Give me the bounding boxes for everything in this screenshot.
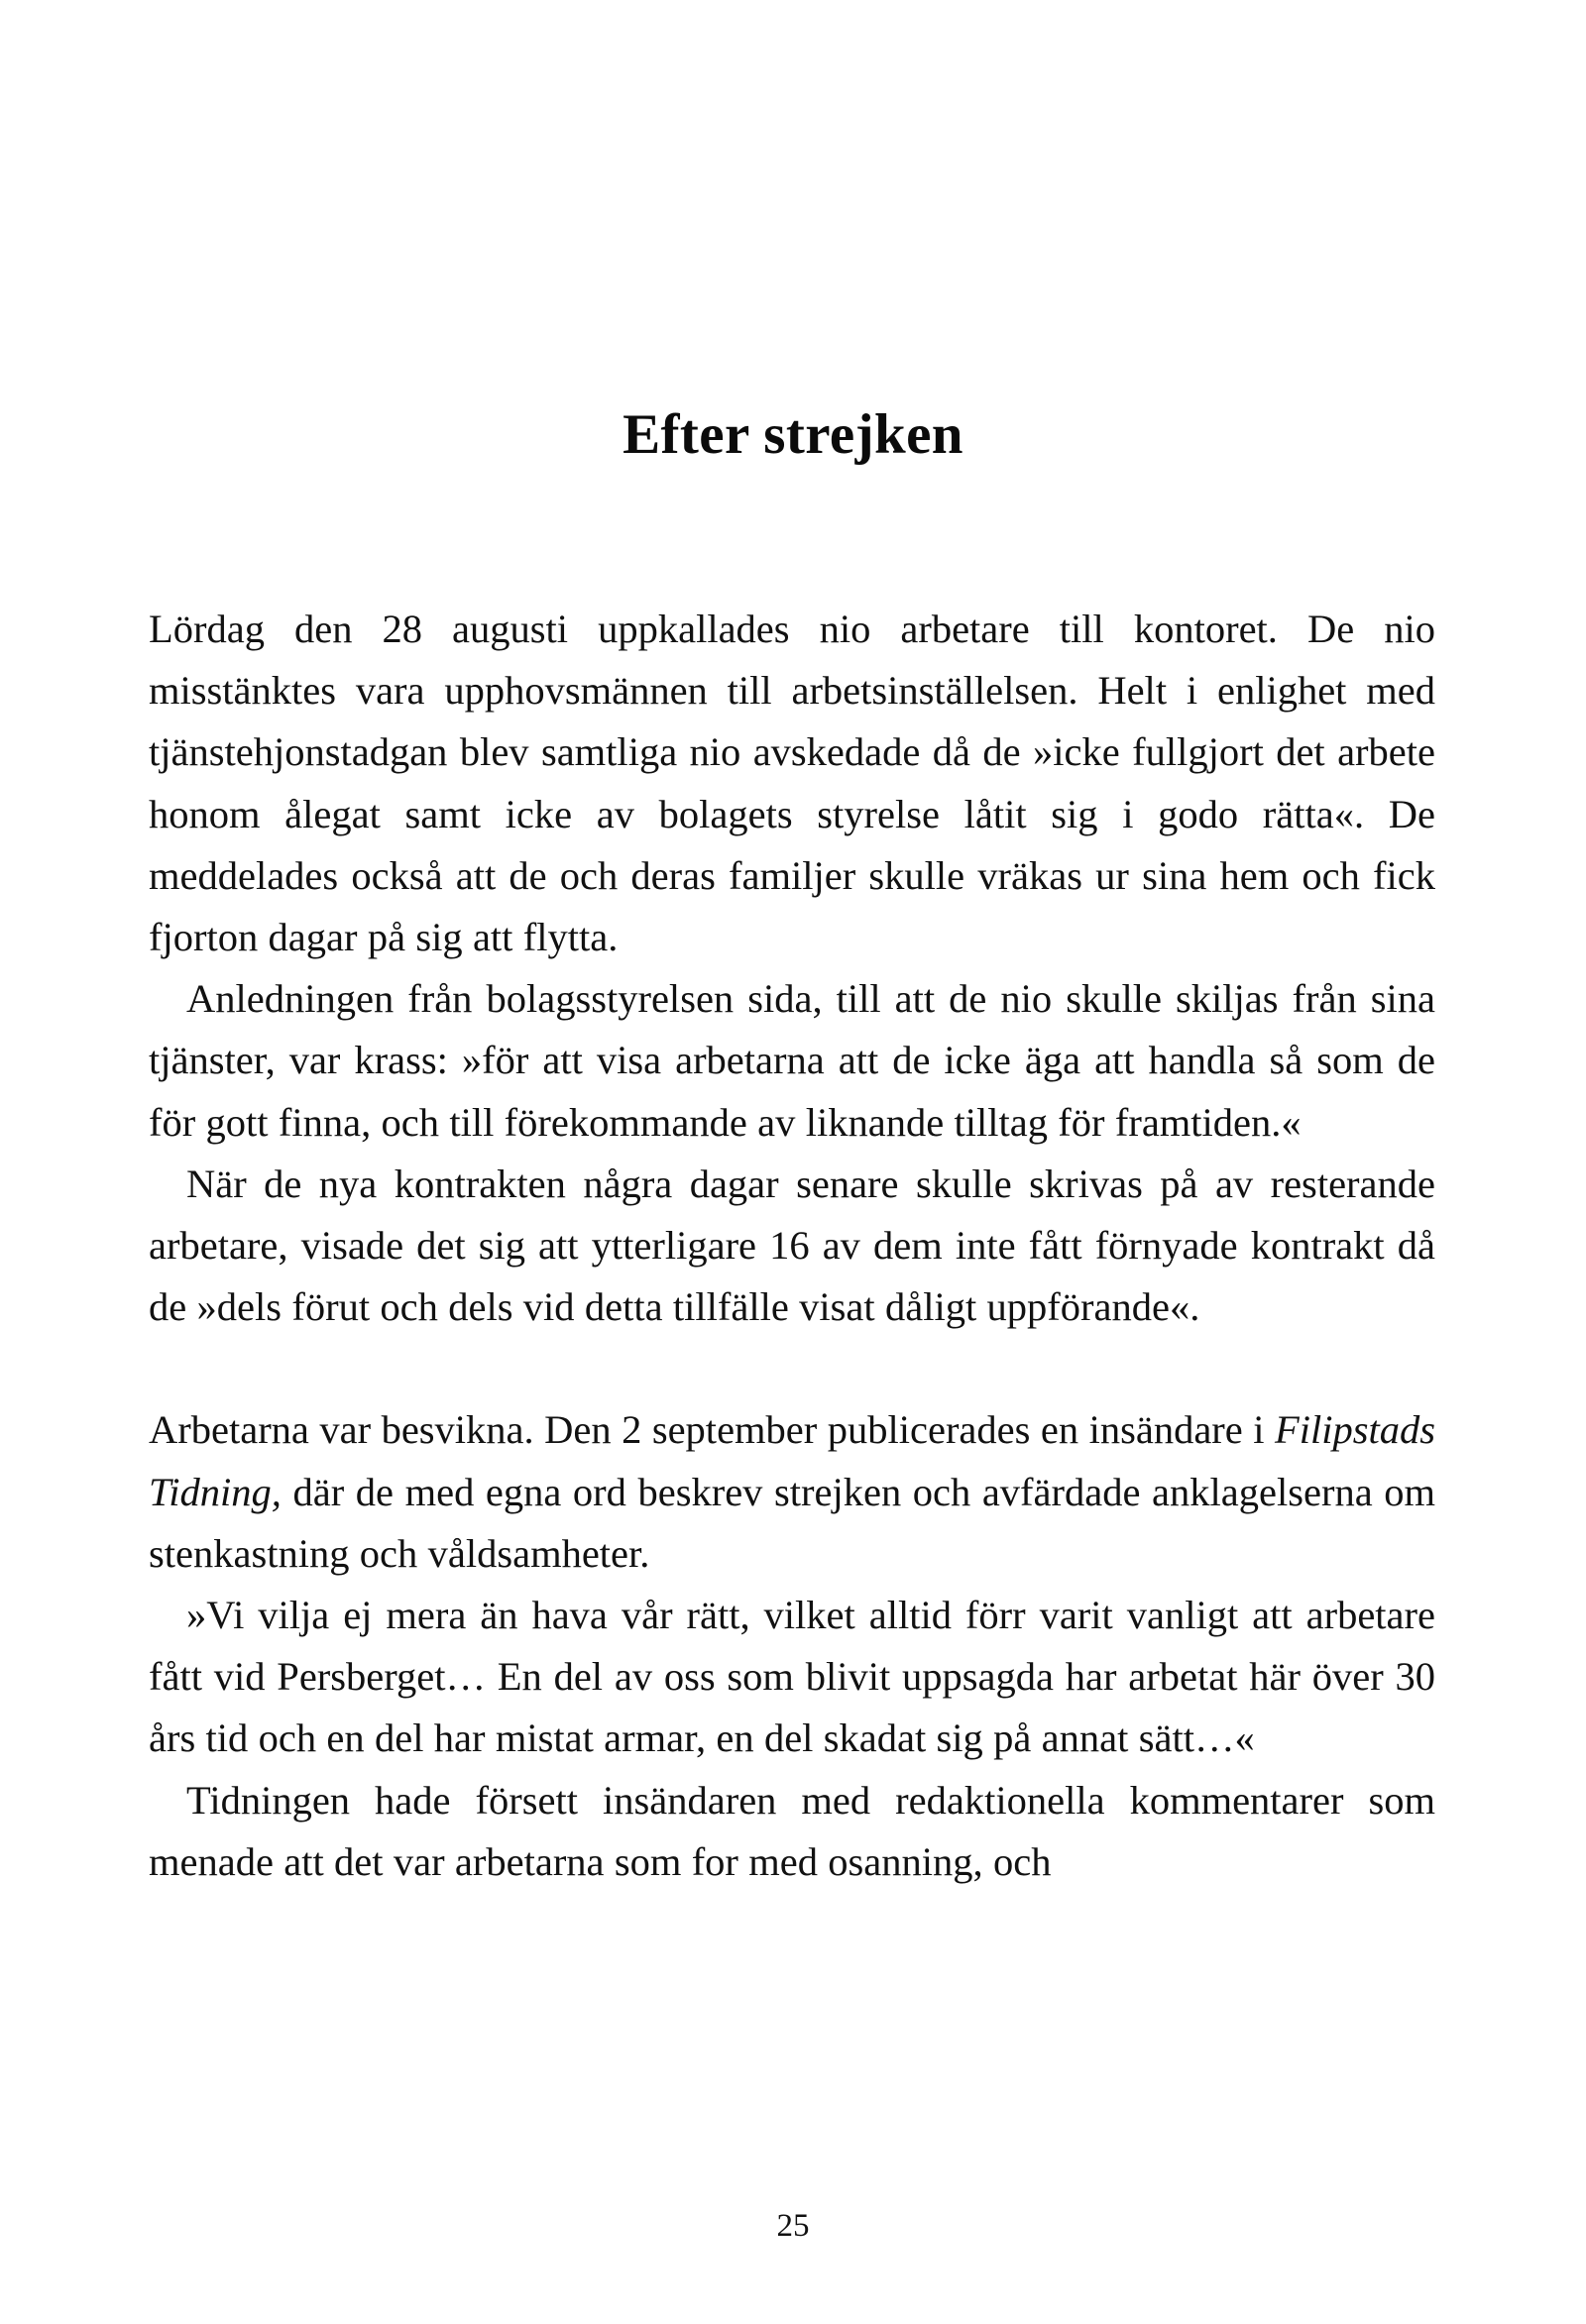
paragraph: »Vi vilja ej mera än hava vår rätt, vilket alltid förr varit vanligt att arbetare fått vid Persberget… En del av oss som blivit uppsagda har arbetat här över 30 års tid och en del har mistat armar, en del skadat sig på annat sätt…« bbox=[149, 1593, 1435, 1761]
body-text-block bbox=[149, 599, 1435, 1893]
paragraph-lead-text: Arbetarna var besvikna. Den 2 september publicerades en insändare i bbox=[149, 1407, 1275, 1453]
paragraph: Tidningen hade försett insändaren med redaktionella kommentarer som menade att det var arbetarna som for med osanning, och bbox=[149, 1777, 1435, 1884]
chapter-title: Efter strejken bbox=[623, 403, 963, 467]
page-number: 25 bbox=[776, 2208, 810, 2244]
paragraph: När de nya kontrakten några dagar senare skulle skrivas på av resterande arbetare, visade det sig att ytterligare 16 av dem inte fått förnyade kontrakt då de »dels förut och dels vid detta tillfälle visat dåligt uppförande«. bbox=[149, 1161, 1435, 1330]
paragraph-with-italic-title bbox=[149, 1399, 1435, 1585]
paragraph-tail-text: där de med egna ord beskrev strejken och avfärdade anklagelserna om stenkastning och våldsamheter. bbox=[149, 1469, 1435, 1576]
publication-title: Filipstads Tidning, bbox=[149, 1407, 1435, 1514]
paragraph: Anledningen från bolagsstyrelsen sida, till att de nio skulle skiljas från sina tjänster, var krass: »för att visa arbetarna att de icke äga att handla så som de för gott finna, och till förekommande av liknande tilltag för framtiden.« bbox=[149, 976, 1435, 1145]
paragraph-spacer bbox=[149, 1338, 1435, 1399]
paragraph: Lördag den 28 augusti uppkallades nio arbetare till kontoret. De nio misstänktes vara upphovsmännen till arbetsinställelsen. Helt i enlighet med tjänstehjonstadgan blev samtliga nio avskedade då de »icke fullgjort det arbete honom ålegat samt icke av bolagets styrelse låtit sig i godo rätta«. De meddelades också att de och deras familjer skulle vräkas ur sina hem och fick fjorton dagar på sig att flytta. bbox=[149, 607, 1435, 960]
